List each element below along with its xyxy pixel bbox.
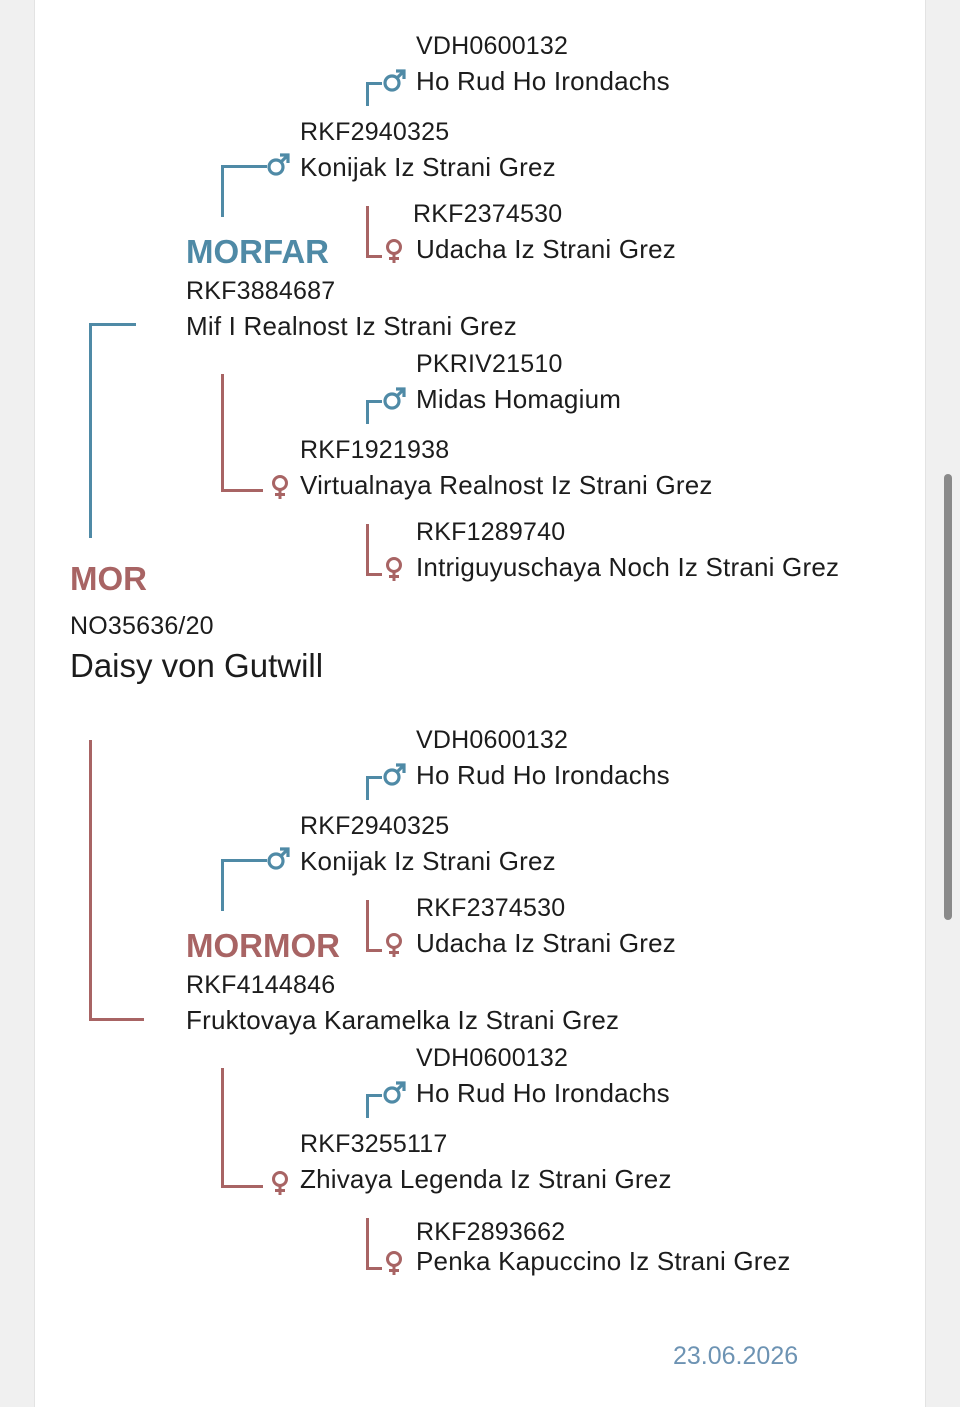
mormor-name: Fruktovaya Karamelka Iz Strani Grez (186, 1005, 620, 1035)
connector-line (221, 1068, 224, 1188)
ggd4-reg: RKF2893662 (416, 1218, 566, 1246)
gd-dam-reg: RKF3255117 (300, 1130, 448, 1158)
gs-dam-name: Virtualnaya Realnost Iz Strani Grez (300, 470, 713, 500)
connector-line (366, 400, 382, 403)
connector-line (366, 82, 382, 85)
ggd3-name: Udacha Iz Strani Grez (416, 928, 676, 958)
male-symbol-icon (382, 386, 408, 412)
gs-sire-reg: RKF2940325 (300, 118, 450, 146)
connector-line (89, 740, 92, 1021)
ggd3-reg: RKF2374530 (416, 894, 566, 922)
connector-line (221, 859, 224, 911)
connector-line (366, 949, 382, 952)
mormor-label: MORMOR (186, 927, 340, 964)
connector-line (366, 900, 369, 952)
scrollbar-thumb[interactable] (944, 474, 952, 920)
connector-line (366, 524, 369, 576)
mor-reg: NO35636/20 (70, 612, 214, 640)
morfar-label: MORFAR (186, 233, 329, 270)
ggd4-name: Penka Kapuccino Iz Strani Grez (416, 1246, 791, 1276)
gs-sire-name: Konijak Iz Strani Grez (300, 152, 556, 182)
ggs4-reg: VDH0600132 (416, 1044, 569, 1072)
connector-line (89, 323, 92, 538)
ggd1-reg: RKF2374530 (413, 200, 563, 228)
male-symbol-icon (382, 762, 408, 788)
footer-date: 23.06.2026 (673, 1342, 799, 1370)
female-symbol-icon (267, 474, 293, 500)
gd-sire-reg: RKF2940325 (300, 812, 450, 840)
gd-sire-name: Konijak Iz Strani Grez (300, 846, 556, 876)
connector-line (366, 1094, 382, 1097)
ggd1-name: Udacha Iz Strani Grez (416, 234, 676, 264)
connector-line (221, 374, 224, 492)
mor-label: MOR (70, 560, 147, 597)
ggs3-name: Ho Rud Ho Irondachs (416, 760, 670, 790)
connector-line (366, 1267, 382, 1270)
connector-line (221, 1185, 263, 1188)
connector-line (366, 1094, 369, 1118)
connector-line (366, 776, 369, 800)
ggs1-reg: VDH0600132 (416, 32, 569, 60)
gs-dam-reg: RKF1921938 (300, 436, 450, 464)
connector-line (221, 859, 267, 862)
morfar-name: Mif I Realnost Iz Strani Grez (186, 311, 517, 341)
connector-line (221, 165, 224, 217)
connector-line (366, 82, 369, 106)
connector-line (366, 776, 382, 779)
ggs2-reg: PKRIV21510 (416, 350, 563, 378)
connector-line (366, 400, 369, 424)
ggs1-name: Ho Rud Ho Irondachs (416, 66, 670, 96)
morfar-reg: RKF3884687 (186, 277, 336, 305)
mormor-reg: RKF4144846 (186, 971, 336, 999)
female-symbol-icon (381, 1250, 407, 1276)
ggd2-name: Intriguyuschaya Noch Iz Strani Grez (416, 552, 840, 582)
female-symbol-icon (381, 932, 407, 958)
connector-line (221, 489, 263, 492)
connector-line (221, 165, 267, 168)
female-symbol-icon (267, 1170, 293, 1196)
mor-name: Daisy von Gutwill (70, 647, 324, 684)
male-symbol-icon (266, 846, 292, 872)
connector-line (89, 323, 136, 326)
female-symbol-icon (381, 238, 407, 264)
gd-dam-name: Zhivaya Legenda Iz Strani Grez (300, 1164, 672, 1194)
male-symbol-icon (382, 1080, 408, 1106)
connector-line (366, 206, 369, 258)
connector-line (366, 255, 382, 258)
connector-line (366, 573, 382, 576)
male-symbol-icon (266, 152, 292, 178)
ggd2-reg: RKF1289740 (416, 518, 566, 546)
ggs4-name: Ho Rud Ho Irondachs (416, 1078, 670, 1108)
ggs2-name: Midas Homagium (416, 384, 622, 414)
connector-line (366, 1218, 369, 1270)
female-symbol-icon (381, 556, 407, 582)
connector-line (89, 1018, 144, 1021)
male-symbol-icon (382, 68, 408, 94)
ggs3-reg: VDH0600132 (416, 726, 569, 754)
